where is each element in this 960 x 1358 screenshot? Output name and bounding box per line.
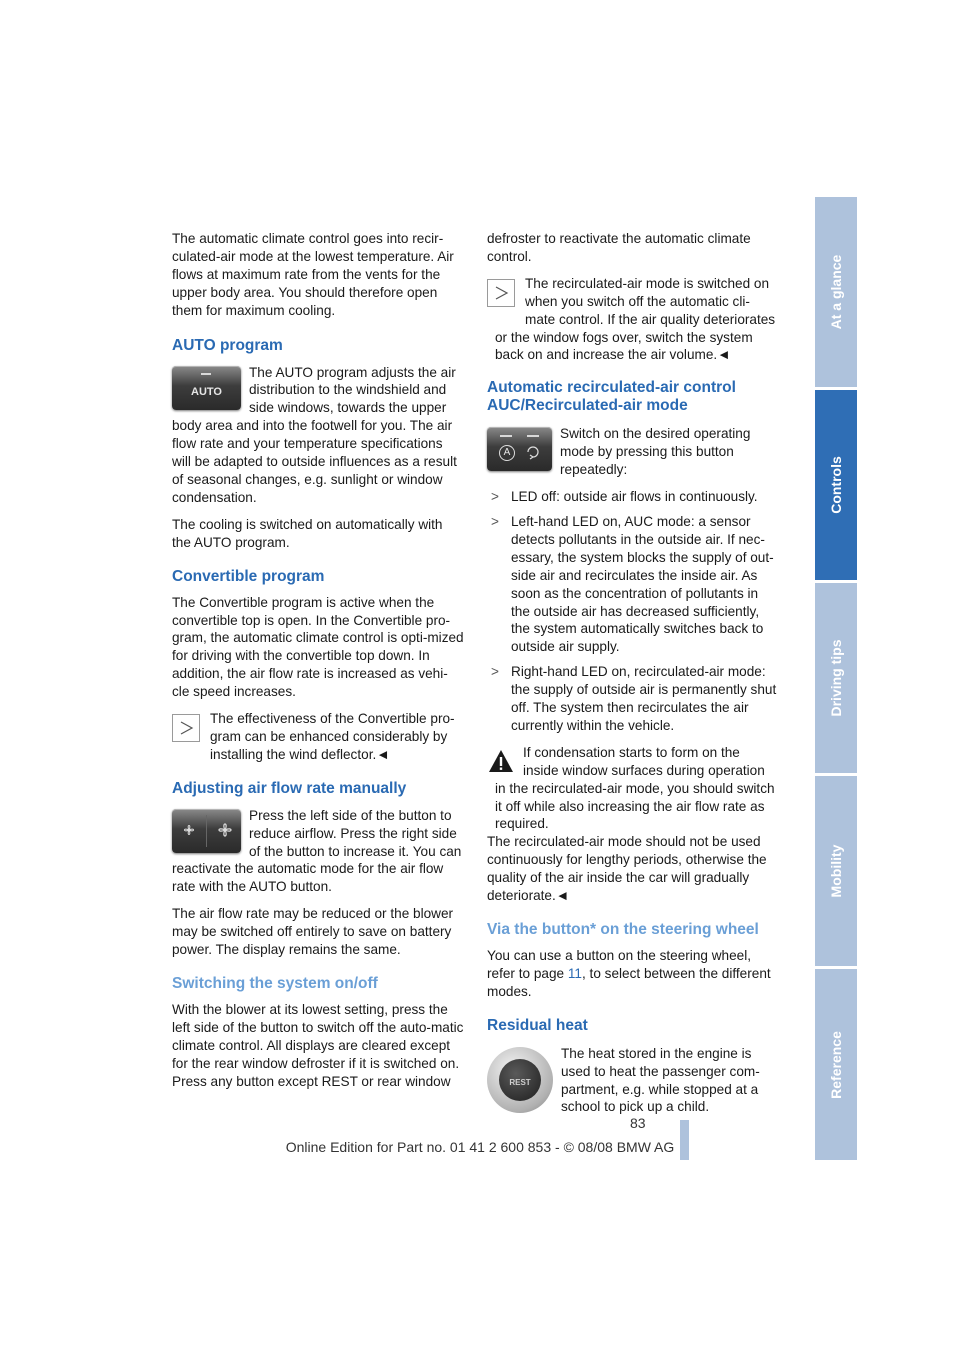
- convertible-note: The effectiveness of the Convertible pro-gram can be enhanced considerably by installing the wind deflector.◄: [210, 711, 455, 762]
- auc-heading-line-1: Automatic recirculated-air control: [487, 379, 736, 397]
- auto-button-label: AUTO: [191, 385, 222, 398]
- tab-mobility[interactable]: Mobility: [815, 776, 857, 966]
- note-icon: [487, 279, 515, 307]
- switching-paragraph-1: With the blower at its lowest setting, press the left side of the button to switch off the auto-matic climate control. All displays are cleared except for the rear window defroster if it is switched on.: [172, 1002, 464, 1071]
- adjust-airflow-paragraph-2: The air flow rate may be reduced or the blower may be switched off entirely to save on battery power. The display remains the same.: [172, 906, 454, 958]
- via-button-paragraph: You can use a button on the steering wheel, refer to page 11, to select between the different modes.: [487, 948, 771, 999]
- auto-program-paragraph-1: The AUTO program adjusts the air distribution to the windshield and side windows, towards the upper body area and into the footwell for you. The air flow rate and your temperature specifications will be adapted to outside influences as a result of seasonal changes, e.g. sunlight or window condensation.: [172, 364, 457, 505]
- note-icon: [172, 714, 200, 742]
- auc-intro-paragraph: Switch on the desired operating mode by pressing this button repeatedly:: [560, 426, 751, 478]
- auc-heading-line-2: AUC/Recirculated-air mode: [487, 397, 688, 415]
- intro-paragraph: The automatic climate control goes into recir-culated-air mode at the lowest temperature. Air flows at maximum rate from the vents for the upper body area. You should therefore open them for maximum cooling.: [172, 231, 454, 318]
- auc-symbol: A: [499, 445, 515, 461]
- fan-small-icon: [182, 823, 196, 837]
- left-column: [172, 230, 464, 1100]
- warning-icon: [487, 748, 515, 774]
- page-number: 83: [630, 1115, 646, 1131]
- adjust-airflow-paragraph-1: Press the left side of the button to reduce airflow. Press the right side of the button to increase it. You can reactivate the automatic mode for the air flow rate with the AUTO button.: [172, 807, 462, 895]
- tab-driving-tips[interactable]: Driving tips: [815, 583, 857, 773]
- auc-button-image: [487, 427, 552, 471]
- switching-paragraph-2: Press any button except REST or rear window: [172, 1073, 451, 1089]
- adjust-airflow-heading: Adjusting air flow rate manually: [172, 779, 407, 797]
- auto-program-paragraph-2: The cooling is switched on automatically with the AUTO program.: [172, 516, 443, 550]
- fan-button-image: [172, 809, 241, 853]
- right-column: [487, 230, 779, 1125]
- via-button-heading: Via the button* on the steering wheel: [487, 921, 759, 938]
- switching-heading: Switching the system on/off: [172, 975, 378, 992]
- auc-mode-list: [487, 488, 779, 735]
- continued-paragraph: defroster to reactivate the automatic climate control.: [487, 231, 751, 264]
- tab-at-a-glance[interactable]: At a glance: [815, 197, 857, 387]
- warning-paragraph-2: The recirculated-air mode should not be used continuously for lengthy periods, otherwise the quality of the air inside the car will gradually deteriorate.◄: [487, 834, 767, 904]
- list-item: > LED off: outside air flows in continuously.: [491, 489, 758, 505]
- residual-heat-paragraph: The heat stored in the engine is used to heat the passenger com-partment, e.g. while stopped at a school to pick up a child.: [561, 1045, 760, 1115]
- residual-heat-heading: Residual heat: [487, 1016, 588, 1034]
- tab-controls[interactable]: Controls: [815, 390, 857, 580]
- fan-large-icon: [216, 821, 234, 839]
- auc-heading: [487, 379, 779, 415]
- convertible-program-heading: Convertible program: [172, 567, 325, 585]
- recirculate-icon: [525, 444, 541, 460]
- auto-program-heading: AUTO program: [172, 336, 283, 354]
- page-reference-link[interactable]: 11: [567, 965, 582, 981]
- list-item: > Left-hand LED on, AUC mode: a sensor detects pollutants in the outside air. If nec-essary, the system blocks the supply of out-side air and recirculates the inside air. As soon as the concentration of pollutants in the outside air has decreased sufficiently, the system automatically switches back to outside air supply.: [491, 513, 774, 655]
- tab-reference[interactable]: Reference: [815, 969, 857, 1160]
- rest-button-label: REST: [509, 1077, 531, 1087]
- footer-text: Online Edition for Part no. 01 41 2 600 853 - © 08/08 BMW AG: [285, 1139, 675, 1155]
- recirculation-note: The recirculated-air mode is switched on when you switch off the automatic cli-mate control. If the air quality deteriorates or the window fogs over, switch the system back on and increase the air volume.◄: [495, 275, 776, 363]
- rest-button-image: [487, 1047, 553, 1113]
- convertible-program-paragraph: The Convertible program is active when the convertible top is open. In the Convertible pro-gram, the automatic climate control is opti-mized for driving with the convertible top down. In addition, the air flow rate is increased as vehi-cle speed increases.: [172, 594, 464, 700]
- list-item: > Right-hand LED on, recirculated-air mode: the supply of outside air is permanently shut off. The system then recirculates the air currently within the vehicle.: [491, 664, 777, 733]
- auto-button-image: [172, 366, 241, 410]
- warning-paragraph-1: If condensation starts to form on the inside window surfaces during operation in the recirculated-air mode, you should switch it off while also increasing the air flow rate as required.: [495, 744, 775, 832]
